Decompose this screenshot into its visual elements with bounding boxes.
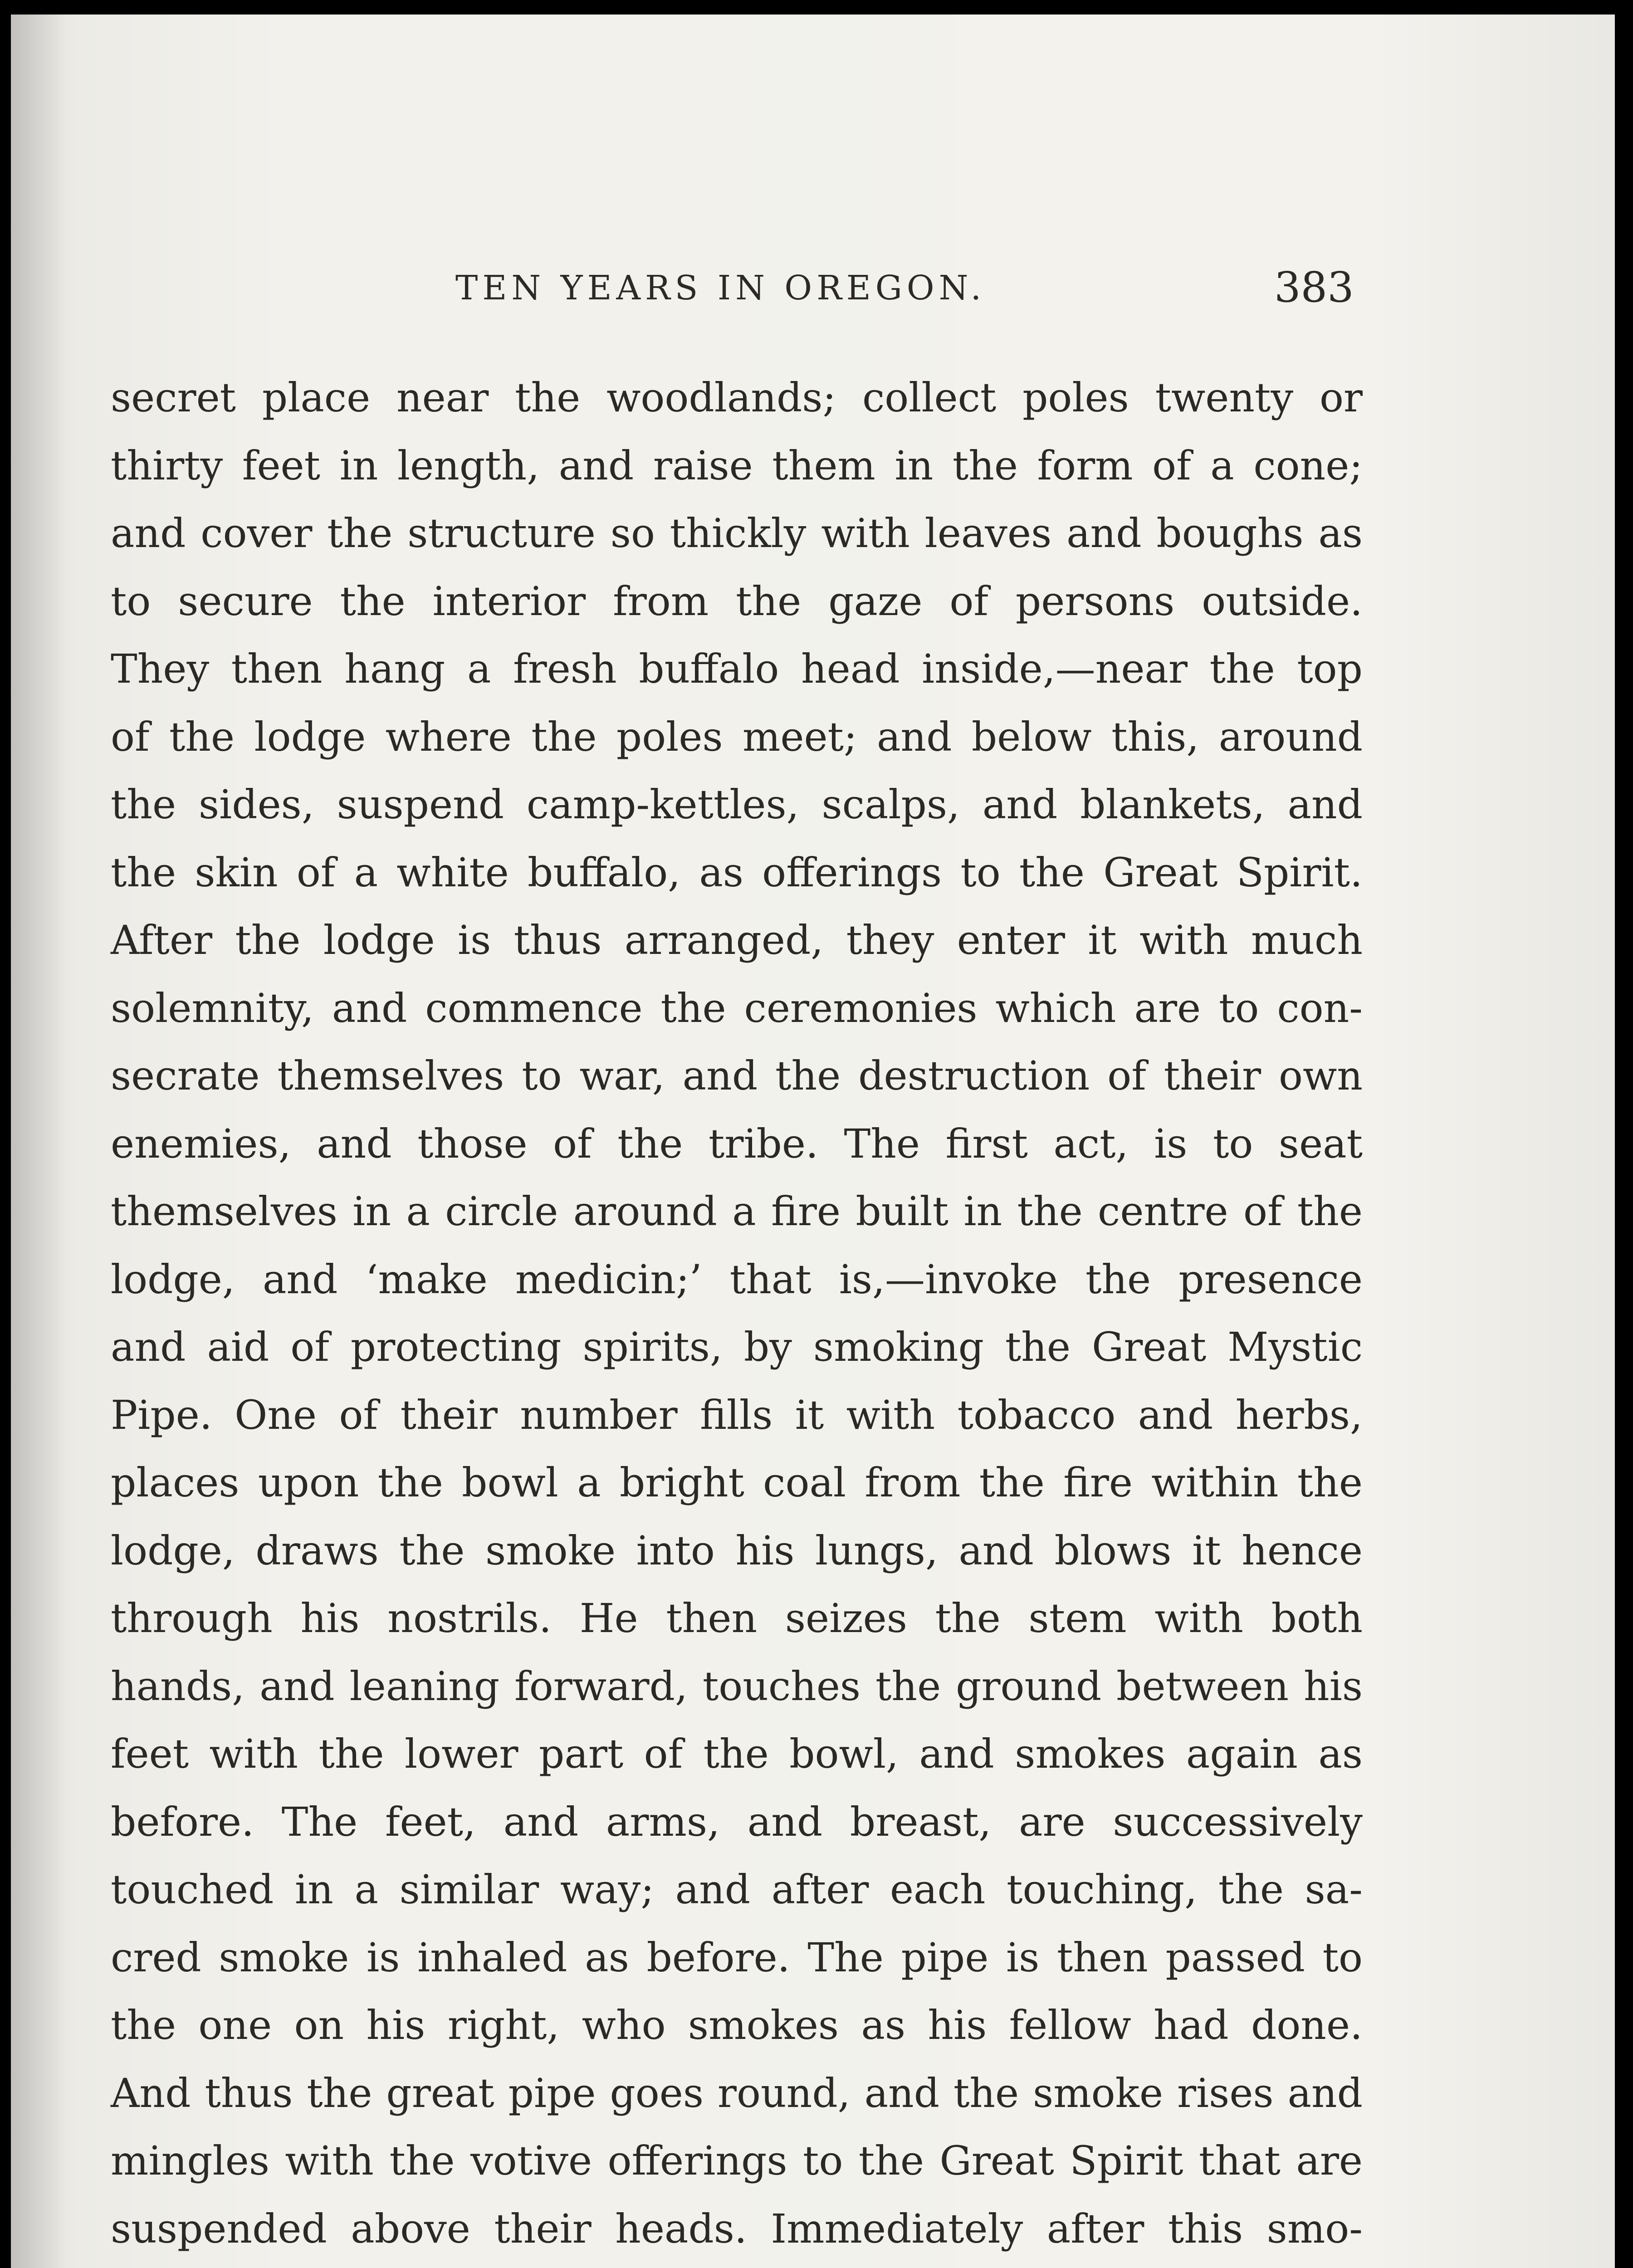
text-line: the one on his right, who smokes as his fellow had done. xyxy=(111,2002,1363,2048)
text-line: Pipe. One of their number fills it with tobacco and herbs, xyxy=(111,1391,1363,1438)
text-line: enemies, and those of the tribe. The first act, is to seat xyxy=(111,1120,1363,1167)
book-page xyxy=(11,15,1615,2268)
text-line: of the lodge where the poles meet; and below this, around xyxy=(111,713,1363,760)
page-number: 383 xyxy=(1274,263,1354,312)
text-line: and aid of protecting spirits, by smoking the Great Mystic xyxy=(111,1324,1363,1370)
text-line: places upon the bowl a bright coal from the fire within the xyxy=(111,1459,1363,1506)
text-line: solemnity, and commence the ceremonies which are to con- xyxy=(111,984,1363,1031)
text-line: themselves in a circle around a fire built in the centre of the xyxy=(111,1188,1363,1235)
text-line: touched in a similar way; and after each touching, the sa- xyxy=(111,1866,1363,1913)
text-line: thirty feet in length, and raise them in the form of a cone; xyxy=(111,442,1363,489)
text-line: mingles with the votive offerings to the Great Spirit that are xyxy=(111,2137,1363,2184)
text-line: through his nostrils. He then seizes the stem with both xyxy=(111,1595,1363,1642)
text-line: lodge, and ‘make medicin;’ that is,—invoke the presence xyxy=(111,1256,1363,1303)
text-line: cred smoke is inhaled as before. The pipe is then passed to xyxy=(111,1934,1363,1981)
text-line xyxy=(111,2263,1363,2268)
text-line: hands, and leaning forward, touches the ground between his xyxy=(111,1662,1363,1710)
text-line: and cover the structure so thickly with leaves and boughs as xyxy=(111,510,1363,557)
text-line: suspended above their heads. Immediately after this smo- xyxy=(111,2205,1363,2252)
text-line: lodge, draws the smoke into his lungs, and blows it hence xyxy=(111,1527,1363,1574)
text-line: the skin of a white buffalo, as offerings to the Great Spirit. xyxy=(111,849,1363,896)
text-line: secret place near the woodlands; collect poles twenty or xyxy=(111,374,1363,421)
text-line: After the lodge is thus arranged, they enter it with much xyxy=(111,917,1363,963)
text-line: the sides, suspend camp-kettles, scalps, and blankets, and xyxy=(111,781,1363,828)
running-head-title: TEN YEARS IN OREGON. xyxy=(455,269,986,308)
text-line: before. The feet, and arms, and breast, are successively xyxy=(111,1798,1363,1845)
text-line: secrate themselves to war, and the destruction of their own xyxy=(111,1052,1363,1099)
text-line: feet with the lower part of the bowl, and smokes again as xyxy=(111,1730,1363,1777)
text-line: to secure the interior from the gaze of persons outside. xyxy=(111,577,1363,625)
running-head xyxy=(11,263,1615,323)
text-line: And thus the great pipe goes round, and the smoke rises and xyxy=(111,2069,1363,2116)
text-line: They then hang a fresh buffalo head inside,—near the top xyxy=(111,645,1363,692)
body-text xyxy=(111,364,1363,2268)
spine-shadow xyxy=(11,15,65,2268)
